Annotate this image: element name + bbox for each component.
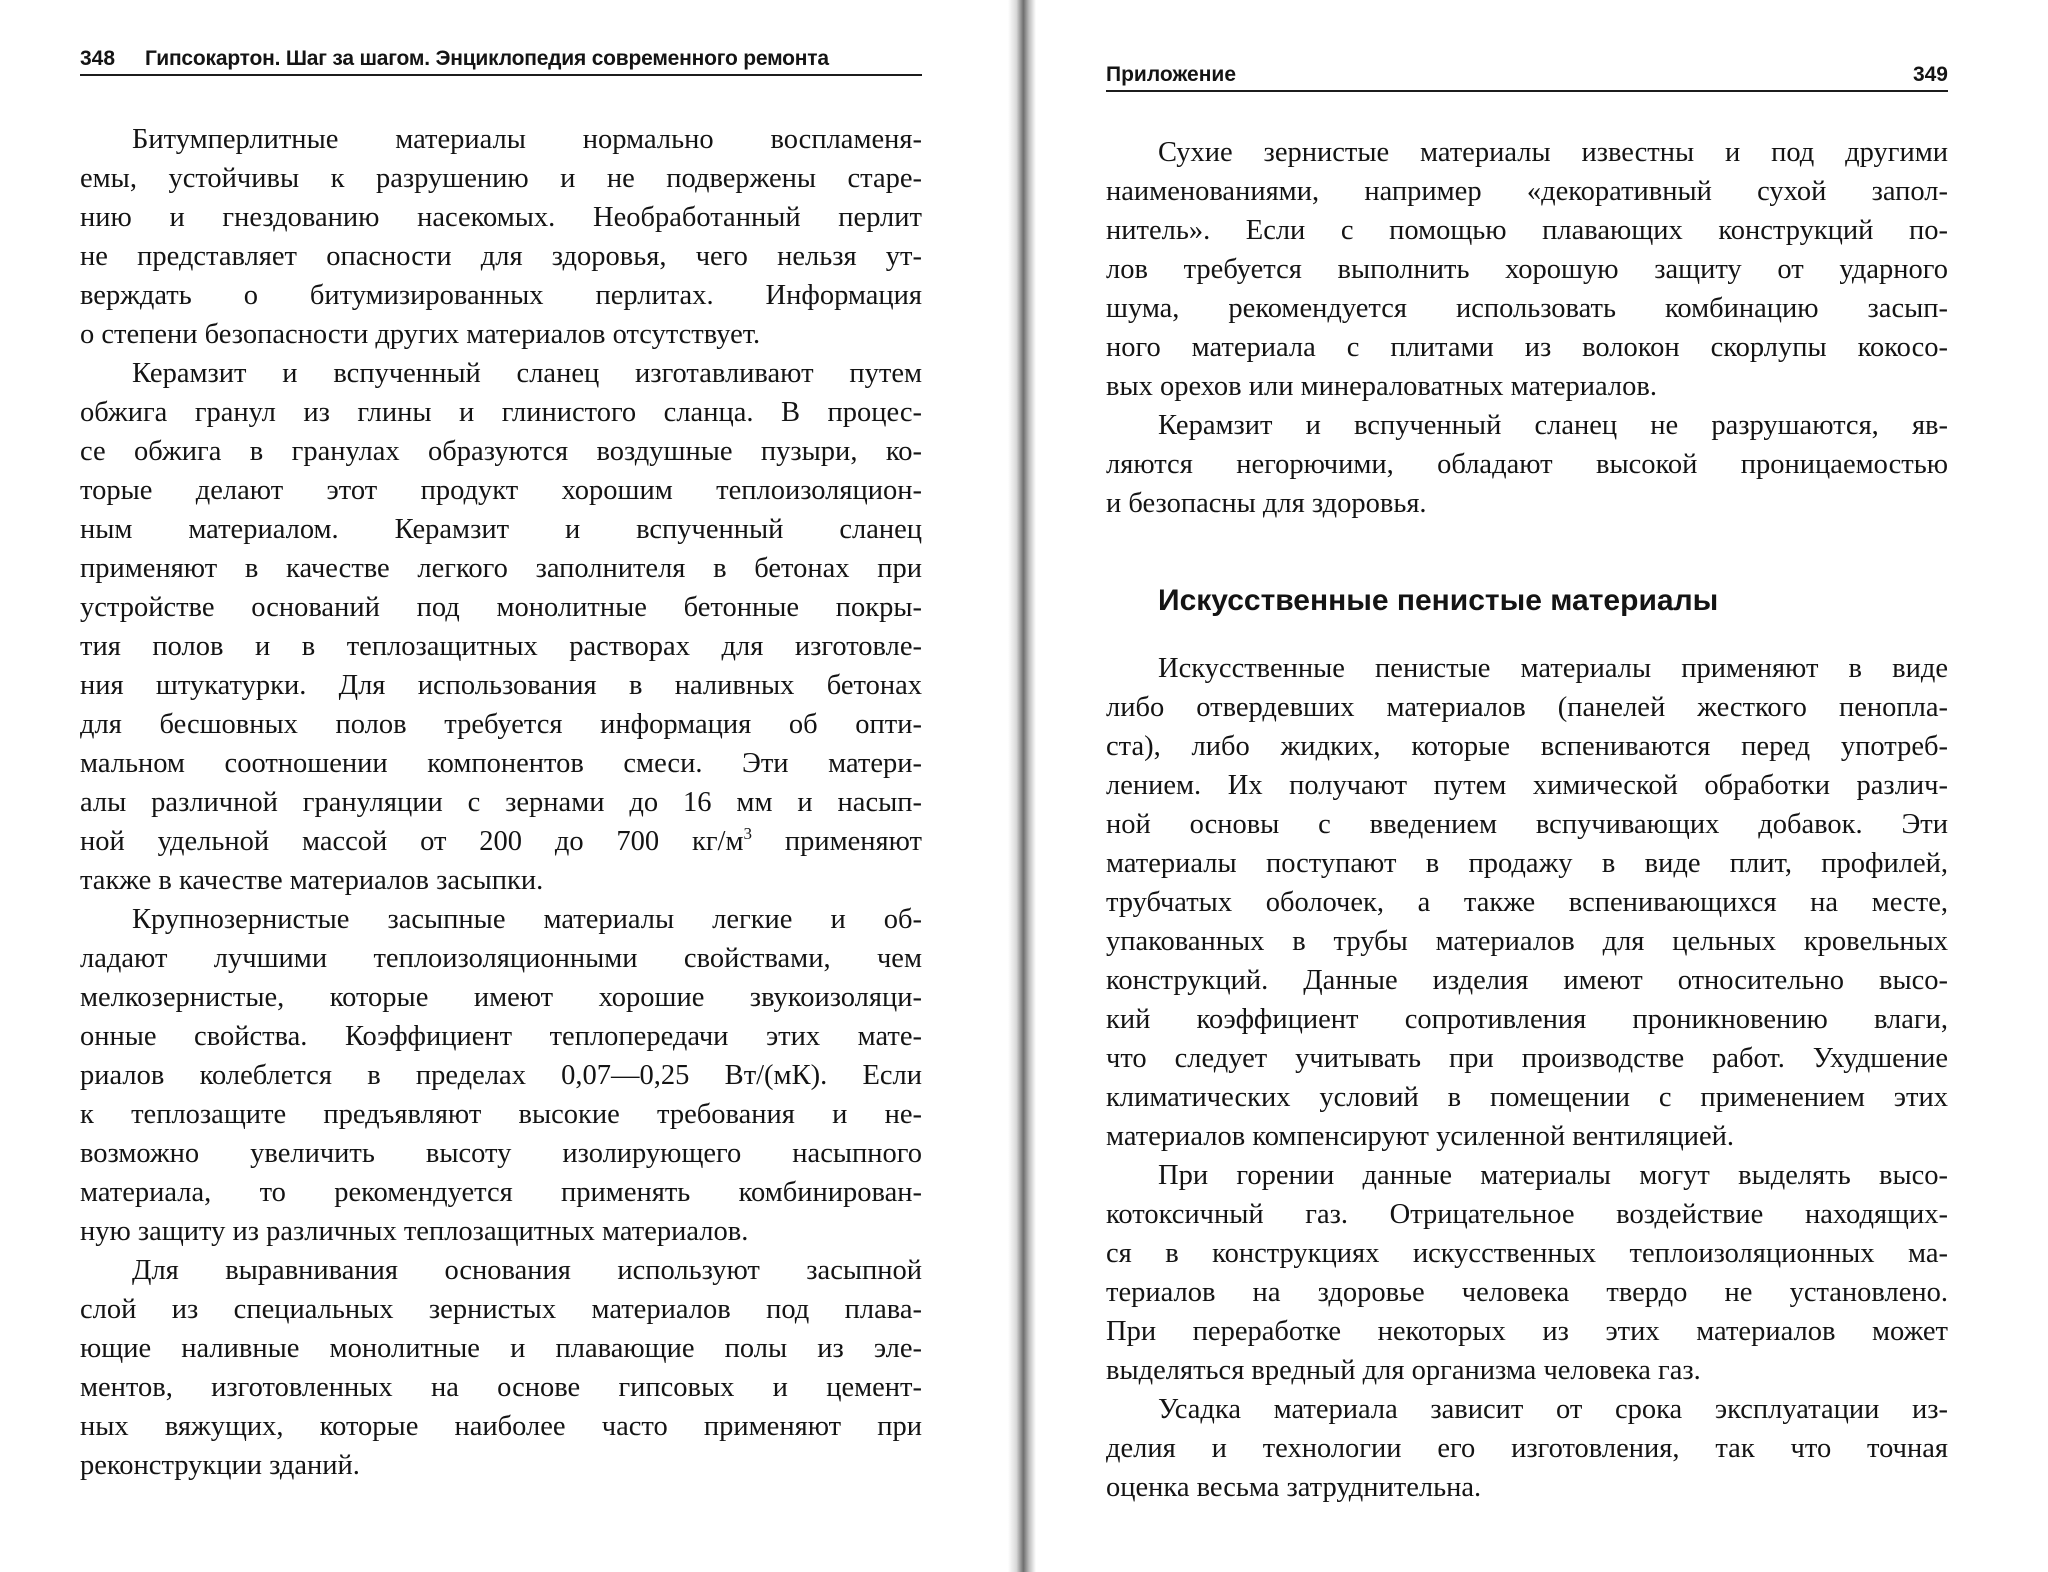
page-number: 349 <box>1912 63 1948 86</box>
text-line: ного материала с плитами из волокон скорлупы кокосо- <box>1106 332 1948 363</box>
paragraph <box>80 900 922 1251</box>
text-line: материалов компенсируют усиленной вентиляцией. <box>1106 1121 1735 1152</box>
right-page <box>1106 0 1948 1572</box>
text-line: конструкций. Данные изделия имеют относительно высо- <box>1106 965 1948 996</box>
text-line: Крупнозернистые засыпные материалы легкие и об- <box>132 904 922 935</box>
text-line: обжига гранул из глины и глинистого сланца. В процес- <box>80 397 922 428</box>
text-line: выделяться вредный для организма человека газ. <box>1106 1355 1701 1386</box>
text-line: также в качестве материалов засыпки. <box>80 865 544 896</box>
text-line: устройстве оснований под монолитные бетонные покры- <box>80 592 922 623</box>
text-line: материала, то рекомендуется применять комбинирован- <box>80 1177 922 1208</box>
left-body-text <box>80 120 922 1485</box>
text-line: При горении данные материалы могут выделять высо- <box>1158 1160 1948 1191</box>
text-line: Сухие зернистые материалы известны и под другими <box>1158 137 1948 168</box>
text-line: ста), либо жидких, которые вспениваются перед употреб- <box>1106 731 1948 762</box>
running-title: Приложение <box>1106 63 1237 86</box>
text-line: не представляет опасности для здоровья, чего нельзя ут- <box>80 241 922 272</box>
text-line: ную защиту из различных теплозащитных материалов. <box>80 1216 749 1247</box>
text-line: и безопасны для здоровья. <box>1106 488 1427 519</box>
text-line: о степени безопасности других материалов отсутствует. <box>80 319 761 350</box>
text-line: ной удельной массой от 200 до 700 $кг/м^3$ применяют <box>80 824 922 857</box>
text-line: тия полов и в теплозащитных растворах для изготовле- <box>80 631 922 662</box>
text-line: трубчатых оболочек, а также вспенивающихся на месте, <box>1106 887 1948 918</box>
text-line: лов требуется выполнить хорошую защиту от ударного <box>1106 254 1948 285</box>
text-line: алы различной грануляции с зернами до 16 мм и насып- <box>80 787 922 818</box>
text-line: ющие наливные монолитные и плавающие полы из эле- <box>80 1333 922 1364</box>
text-line: кий коэффициент сопротивления проникновению влаги, <box>1106 1004 1948 1035</box>
right-body-text <box>1106 133 1948 1507</box>
text-line: шума, рекомендуется использовать комбинацию засып- <box>1106 293 1948 324</box>
text-line: ным материалом. Керамзит и вспученный сланец <box>80 514 922 545</box>
text-line: ляются негорючими, обладают высокой проницаемостью <box>1106 449 1948 480</box>
text-line: ся в конструкциях искусственных теплоизоляционных ма- <box>1106 1238 1948 1269</box>
text-line: Для выравнивания основания используют засыпной <box>132 1255 922 1286</box>
text-line: торые делают этот продукт хорошим теплоизоляцион- <box>80 475 922 506</box>
text-line: применяют в качестве легкого заполнителя в бетонах при <box>80 553 922 584</box>
section-heading: Искусственные пенистые материалы <box>1158 584 1719 617</box>
text-line: ной основы с введением вспучивающих добавок. Эти <box>1106 809 1948 840</box>
text-line: ментов, изготовленных на основе гипсовых и цемент- <box>80 1372 922 1403</box>
paragraph <box>1106 649 1948 1156</box>
text-line: упакованных в трубы материалов для цельных кровельных <box>1106 926 1948 957</box>
paragraph <box>1106 406 1948 523</box>
paragraph <box>80 1251 922 1485</box>
text-line: оценка весьма затруднительна. <box>1106 1472 1482 1503</box>
text-line: климатических условий в помещении с применением этих <box>1106 1082 1948 1113</box>
paragraph <box>80 120 922 354</box>
text-line: Битумперлитные материалы нормально воспламеня- <box>132 124 922 155</box>
left-page <box>80 0 922 1572</box>
text-line: ладают лучшими теплоизоляционными свойствами, чем <box>80 943 922 974</box>
text-line: мальном соотношении компонентов смеси. Эти матери- <box>80 748 922 779</box>
text-line: нитель». Если с помощью плавающих конструкций по- <box>1106 215 1948 246</box>
text-line: При переработке некоторых из этих материалов может <box>1106 1316 1948 1347</box>
text-line: либо отвердевших материалов (панелей жесткого пенопла- <box>1106 692 1948 723</box>
left-running-head <box>80 47 922 76</box>
text-line: Керамзит и вспученный сланец изготавливают путем <box>132 358 922 389</box>
text-line: материалы поступают в продажу в виде плит, профилей, <box>1106 848 1948 879</box>
text-line: ных вяжущих, которые наиболее часто применяют при <box>80 1411 922 1442</box>
text-line: териалов на здоровье человека твердо не установлено. <box>1106 1277 1948 1308</box>
text-line: верждать о битумизированных перлитах. Информация <box>80 280 922 311</box>
running-title: Гипсокартон. Шаг за шагом. Энциклопедия современного ремонта <box>145 47 829 70</box>
text-line: се обжига в гранулах образуются воздушные пузыри, ко- <box>80 436 922 467</box>
page-number: 348 <box>80 47 116 70</box>
text-line: ния штукатурки. Для использования в наливных бетонах <box>80 670 922 701</box>
text-line: онные свойства. Коэффициент теплопередачи этих мате- <box>80 1021 922 1052</box>
text-line: реконструкции зданий. <box>80 1450 360 1481</box>
text-line: возможно увеличить высоту изолирующего насыпного <box>80 1138 922 1169</box>
text-line: слой из специальных зернистых материалов под плава- <box>80 1294 922 1325</box>
text-line: нию и гнездованию насекомых. Необработанный перлит <box>80 202 922 233</box>
text-line: котоксичный газ. Отрицательное воздействие находящих- <box>1106 1199 1948 1230</box>
book-gutter <box>1008 0 1036 1572</box>
text-line: емы, устойчивы к разрушению и не подвержены старе- <box>80 163 922 194</box>
text-line: наименованиями, например «декоративный сухой запол- <box>1106 176 1948 207</box>
paragraph <box>1106 1390 1948 1507</box>
paragraph <box>80 354 922 900</box>
text-line: для бесшовных полов требуется информация об опти- <box>80 709 922 740</box>
text-line: Искусственные пенистые материалы применяют в виде <box>1158 653 1948 684</box>
paragraph <box>1106 1156 1948 1390</box>
superscript: 3 <box>743 824 752 843</box>
text-line: Усадка материала зависит от срока эксплуатации из- <box>1158 1394 1948 1425</box>
text-line: делия и технологии его изготовления, так что точная <box>1106 1433 1948 1464</box>
text-line: риалов колеблется в пределах 0,07—0,25 Вт/(мК). Если <box>80 1060 922 1091</box>
paragraph <box>1106 133 1948 406</box>
text-line: вых орехов или минераловатных материалов. <box>1106 371 1657 402</box>
text-line: мелкозернистые, которые имеют хорошие звукоизоляци- <box>80 982 922 1013</box>
text-line: к теплозащите предъявляют высокие требования и не- <box>80 1099 922 1130</box>
right-running-head <box>1106 63 1948 92</box>
right-paragraphs-before <box>1106 133 1948 523</box>
text-line: лением. Их получают путем химической обработки различ- <box>1106 770 1948 801</box>
text-line: Керамзит и вспученный сланец не разрушаются, яв- <box>1158 410 1948 441</box>
text-line: что следует учитывать при производстве работ. Ухудшение <box>1106 1043 1948 1074</box>
right-paragraphs-after <box>1106 649 1948 1507</box>
